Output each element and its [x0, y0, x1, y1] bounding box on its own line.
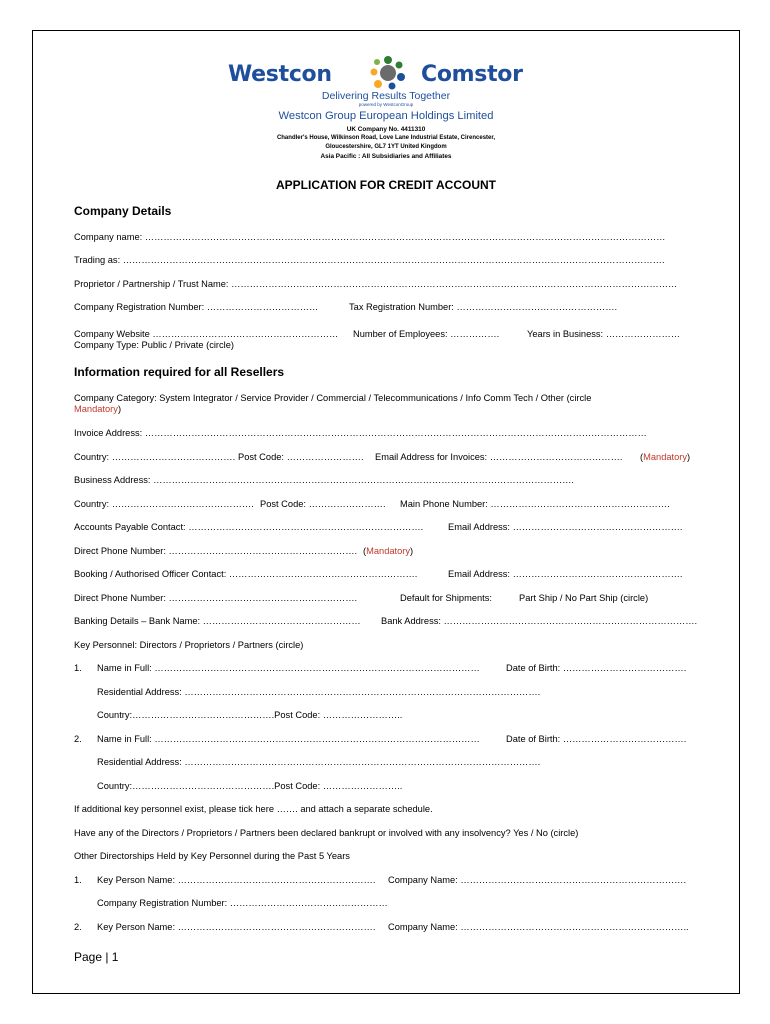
key-person-1-registration-field[interactable]: Company Registration Number: ……………………………………………	[97, 898, 388, 908]
page-title: APPLICATION FOR CREDIT ACCOUNT	[276, 178, 496, 192]
years-in-business-field[interactable]: Years in Business: ……………………	[527, 329, 681, 339]
person-1-number: 1.	[74, 663, 82, 673]
post-code-field-1[interactable]: Post Code: …………………….	[238, 452, 364, 462]
country-field-1[interactable]: Country: ………………………………….	[74, 452, 236, 462]
key-person-1-company-field[interactable]: Company Name: ……………………………………………………………….	[388, 875, 687, 885]
key-personnel-label[interactable]: Key Personnel: Directors / Proprietors / Partners (circle)	[74, 640, 304, 650]
key-person-2-name-field[interactable]: Key Person Name: ……………………………………………………….	[97, 922, 376, 932]
globe-logo-icon	[368, 55, 408, 91]
key-person-1-name-field[interactable]: Key Person Name: ……………………………………………………….	[97, 875, 376, 885]
person-2-name-field[interactable]: Name in Full: ……………………………………………………………………………………………	[97, 734, 480, 744]
bank-address-field[interactable]: Bank Address: ……………………………………………………………………….	[381, 616, 698, 626]
key-person-2-company-field[interactable]: Company Name: ………………………………………………………………..	[388, 922, 689, 932]
key-person-2-number: 2.	[74, 922, 82, 932]
resellers-heading: Information required for all Resellers	[74, 365, 285, 379]
mandatory-label: Mandatory	[366, 546, 411, 556]
mandatory-label: Mandatory	[74, 404, 118, 414]
main-phone-field[interactable]: Main Phone Number: ………………………………………………….	[400, 499, 670, 509]
person-2-number: 2.	[74, 734, 82, 744]
ship-options[interactable]: Part Ship / No Part Ship (circle)	[519, 593, 649, 603]
registration-number-field[interactable]: Company Registration Number: ………………………………	[74, 302, 319, 312]
company-type-field[interactable]: Company Type: Public / Private (circle)	[74, 340, 234, 350]
accounts-payable-field[interactable]: Accounts Payable Contact: ………………………………………………………………….	[74, 522, 424, 532]
person-1-residential-field[interactable]: Residential Address: …………………………………………………………………………………………………….	[97, 687, 541, 697]
address-line-1: Chandler's House, Wilkinson Road, Love Lane Industrial Estate, Cirencester,	[276, 135, 496, 141]
proprietor-field[interactable]: Proprietor / Partnership / Trust Name: ………………………………………………………………………………………………………………………………	[74, 279, 678, 289]
company-details-heading: Company Details	[74, 204, 172, 218]
bank-name-field[interactable]: Banking Details – Bank Name: ……………………………………………	[74, 616, 361, 626]
person-1-dob-field[interactable]: Date of Birth: ………………………………….	[506, 663, 687, 673]
direct-phone-mandatory: (Mandatory)	[363, 546, 414, 556]
website-field[interactable]: Company Website ……………………………………………………	[74, 329, 339, 339]
email-field-2[interactable]: Email Address: ……………………………………………….	[448, 569, 683, 579]
additional-personnel-note[interactable]: If additional key personnel exist, please tick here ……. and attach a separate schedule.	[74, 804, 433, 814]
booking-officer-field[interactable]: Booking / Authorised Officer Contact: …………………………………………………….	[74, 569, 418, 579]
closing-paren: )	[117, 404, 122, 414]
tagline-small: powered by WestconGroup	[358, 102, 414, 107]
logo-westcon: Westcon	[228, 62, 332, 87]
other-directorships-label: Other Directorships Held by Key Personnel during the Past 5 Years	[74, 851, 350, 861]
person-2-residential-field[interactable]: Residential Address: …………………………………………………………………………………………………….	[97, 757, 541, 767]
email-field-1[interactable]: Email Address: ……………………………………………….	[448, 522, 683, 532]
trading-as-field[interactable]: Trading as: ………………………………………………………………………………………………………………………………………………………….	[74, 255, 665, 265]
direct-phone-field-1[interactable]: Direct Phone Number: …………………………………………………….	[74, 546, 358, 556]
address-line-2: Gloucestershire, GL7 1YT United Kingdom	[325, 144, 447, 150]
invoice-email-mandatory: (Mandatory)	[640, 452, 691, 462]
invoice-email-field[interactable]: Email Address for Invoices: …………………………………….	[375, 452, 623, 462]
asia-pacific: Asia Pacific : All Subsidiaries and Affiliates	[320, 153, 452, 160]
tagline: Delivering Results Together	[321, 90, 451, 102]
country-field-2[interactable]: Country: ……………………………………….	[74, 499, 254, 509]
invoice-address-field[interactable]: Invoice Address: ………………………………………………………………………………………………………………………………………………	[74, 428, 647, 438]
company-number: UK Company No. 4411310	[346, 126, 426, 133]
direct-phone-field-2[interactable]: Direct Phone Number: …………………………………………………….	[74, 593, 358, 603]
company-header-name: Westcon Group European Holdings Limited	[278, 110, 494, 122]
key-person-1-number: 1.	[74, 875, 82, 885]
person-1-name-field[interactable]: Name in Full: ……………………………………………………………………………………………	[97, 663, 480, 673]
employees-field[interactable]: Number of Employees: …………….	[353, 329, 500, 339]
person-2-country-field[interactable]: Country:……………………………………….Post Code: ……………………..	[97, 781, 403, 791]
person-2-dob-field[interactable]: Date of Birth: ………………………………….	[506, 734, 687, 744]
mandatory-label: Mandatory	[643, 452, 688, 462]
bankrupt-question[interactable]: Have any of the Directors / Proprietors / Partners been declared bankrupt or involved with any insolvency? Yes / No (circle)	[74, 828, 579, 838]
business-address-field[interactable]: Business Address: ……………………………………………………………………………………………………………………….	[74, 475, 575, 485]
form-page	[32, 30, 740, 994]
person-1-country-field[interactable]: Country:……………………………………….Post Code: ……………………..	[97, 710, 403, 720]
default-shipments-label: Default for Shipments:	[400, 593, 492, 603]
category-mandatory-line	[74, 404, 121, 415]
company-category-field[interactable]: Company Category: System Integrator / Service Provider / Commercial / Telecommunications / Info Comm Tech / Other (circle	[74, 393, 592, 403]
post-code-field-2[interactable]: Post Code: …………………….	[260, 499, 386, 509]
logo-comstor: Comstor	[421, 62, 523, 87]
company-name-field[interactable]: Company name: ……………………………………………………………………………………………………………………………………………………	[74, 232, 666, 242]
page-number: Page | 1	[74, 950, 119, 964]
tax-number-field[interactable]: Tax Registration Number: …………………………………………….	[349, 302, 618, 312]
